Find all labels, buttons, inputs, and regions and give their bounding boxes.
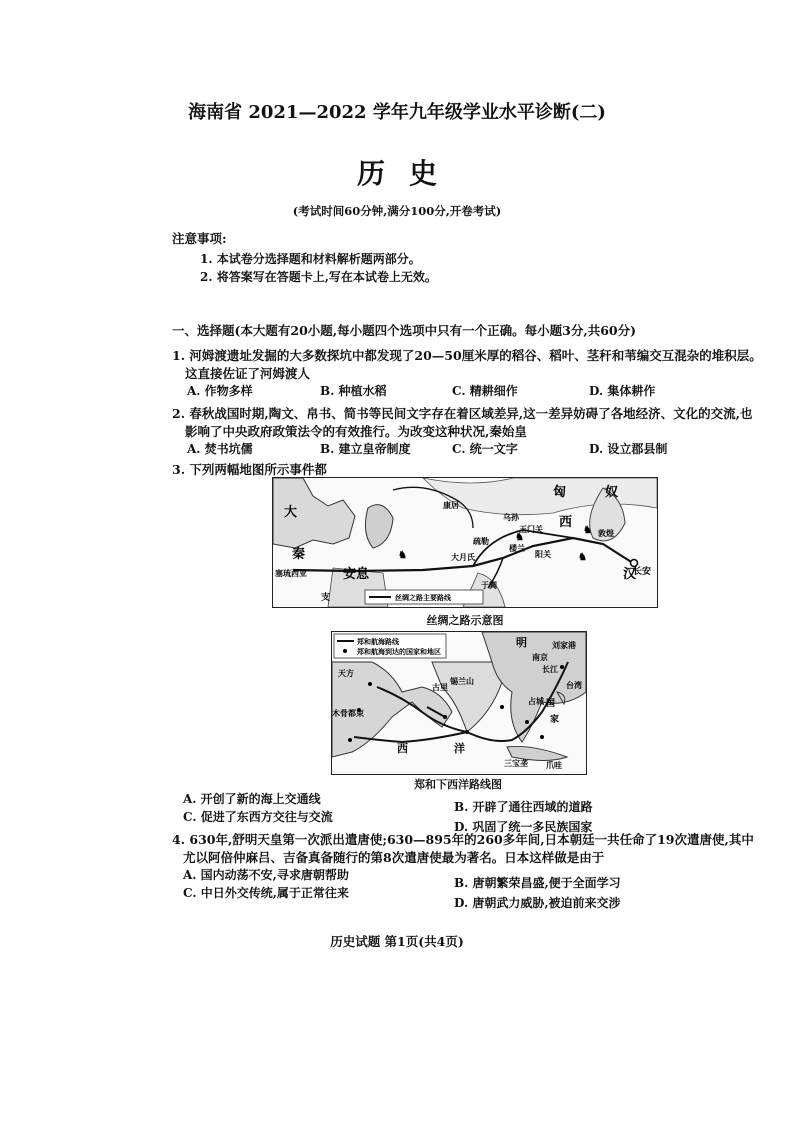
question-4-option-c: C. 中日外交传统,属于正常往来 <box>183 886 349 900</box>
notice-item: 1. 本试卷分选择题和材料解析题两部分。 <box>200 252 421 266</box>
question-4-option-b: B. 唐朝繁荣昌盛,便于全面学习 <box>454 876 621 890</box>
subject-title: 历史 <box>356 157 461 190</box>
question-2-option-b: B. 建立皇帝制度 <box>320 442 411 456</box>
map1-label-qin: 秦 <box>292 547 306 562</box>
question-2-option-c: C. 统一文字 <box>452 442 518 456</box>
map2-caption: 郑和下西洋路线图 <box>414 778 502 791</box>
map1-label-zhi: 支 <box>321 593 331 603</box>
map2-label-zhancheng: 占城 <box>528 696 544 706</box>
exam-info: (考试时间60分钟,满分100分,开卷考试) <box>292 204 502 218</box>
question-3-option-b: B. 开辟了通往西域的道路 <box>454 800 593 814</box>
map2-legend-places: 郑和航海到达的国家和地区 <box>357 647 441 656</box>
question-4-option-a: A. 国内动荡不安,寻求唐朝帮助 <box>183 868 349 882</box>
camel-icon: ♞ <box>398 550 407 561</box>
question-3-option-a: A. 开创了新的海上交通线 <box>183 792 321 806</box>
question-4-option-d: D. 唐朝武力威胁,被迫前来交涉 <box>454 896 621 910</box>
map1-label-changan: 长安 <box>633 567 652 577</box>
map2-legend-dot <box>343 649 347 653</box>
map2-label-changjiang: 长江 <box>542 664 558 674</box>
notice-item: 2. 将答案写在答题卡上,写在本试卷上无效。 <box>200 270 437 284</box>
map1-label-da: 大 <box>284 505 298 520</box>
map1-caption: 丝绸之路示意图 <box>426 614 504 627</box>
map1-label-han: 汉 <box>623 567 637 582</box>
silk-road-map <box>272 477 658 608</box>
map2-label-nanjing: 南京 <box>532 652 548 662</box>
zheng-he-map-graphic <box>332 632 586 774</box>
silk-road-map-graphic <box>273 478 657 607</box>
map1-label-anxi: 安息 <box>343 567 370 582</box>
question-1-stem: 1. 河姆渡遗址发掘的大多数探坑中都发现了20—50厘米厚的稻谷、稻叶、茎秆和苇编交互混杂的堆积层。 <box>172 348 762 363</box>
map1-label-loulan: 楼兰 <box>509 543 525 553</box>
map1-label-yutian: 于阗 <box>481 580 497 590</box>
changan-marker <box>631 560 638 567</box>
zheng-he-map <box>331 631 587 775</box>
map2-label-mugudushu: 木骨都束 <box>332 708 364 718</box>
section-title: 一、选择题(本大题有20小题,每小题四个选项中只有一个正确。每小题3分,共60分) <box>172 323 637 338</box>
question-1-stem: 这直接佐证了河姆渡人 <box>185 366 311 381</box>
map1-label-dunhuang: 敦煌 <box>598 528 614 538</box>
map1-label-yangguan: 阳关 <box>535 549 551 559</box>
exam-title: 海南省 2021—2022 学年九年级学业水平诊断(二) <box>188 102 606 123</box>
map2-label-guo: 国 <box>546 699 556 709</box>
camel-icon: ♞ <box>578 552 587 563</box>
camel-icon: ♞ <box>515 532 524 543</box>
map2-label-sanbaolong: 三宝垄 <box>504 758 528 768</box>
map1-label-dayuezhi: 大月氏 <box>451 552 475 562</box>
map1-label-yumenguan: 玉门关 <box>519 524 543 534</box>
question-3-option-c: C. 促进了东西方交往与交流 <box>183 810 333 824</box>
map2-legend-route: 郑和航海路线 <box>357 637 399 646</box>
map1-label-xi: 西 <box>559 515 573 530</box>
map1-label-xiongnu-1: 匈 <box>553 485 567 500</box>
map2-label-jia: 家 <box>550 715 560 725</box>
question-1-option-a: A. 作物多样 <box>187 384 253 398</box>
question-2-option-d: D. 设立郡县制 <box>589 442 668 456</box>
map2-label-xilan: 锡兰山 <box>450 676 474 686</box>
map2-label-ming: 明 <box>516 636 527 649</box>
map1-label-shule: 疏勒 <box>473 536 489 546</box>
question-2-stem: 2. 春秋战国时期,陶文、帛书、简书等民间文字存在着区域差异,这一差异妨碍了各地经济、文化的交流,也 <box>172 406 753 421</box>
map1-legend-text: 丝绸之路主要路线 <box>395 593 451 602</box>
map1-label-kangju: 康居 <box>443 500 459 510</box>
question-1-option-d: D. 集体耕作 <box>589 384 656 398</box>
question-2-option-a: A. 焚书坑儒 <box>187 442 253 456</box>
page-footer: 历史试题 第1页(共4页) <box>330 934 464 949</box>
caspian-sea-shape <box>365 505 393 548</box>
question-1-option-c: C. 精耕细作 <box>452 384 518 398</box>
question-3-stem: 3. 下列两幅地图所示事件都 <box>172 462 327 477</box>
map2-label-tianfang: 天方 <box>338 668 354 678</box>
question-4-stem: 尤以阿倍仲麻吕、吉备真备随行的第8次遣唐使最为著名。日本这样做是由于 <box>183 850 605 865</box>
map2-label-taiwan: 台湾 <box>566 680 582 690</box>
map2-label-guli: 古里 <box>432 682 448 692</box>
map1-label-wusun: 乌孙 <box>503 512 519 522</box>
map1-label-seleucia: 塞琉西亚 <box>275 568 307 578</box>
map2-label-zhaowa: 爪哇 <box>546 760 562 770</box>
question-1-option-b: B. 种植水稻 <box>320 384 387 398</box>
map2-label-xiyang-2: 洋 <box>454 742 465 755</box>
question-2-stem: 影响了中央政府政策法令的有效推行。为改变这种状况,秦始皇 <box>185 424 527 439</box>
map2-label-liujiagang: 刘家港 <box>552 640 576 650</box>
question-4-stem: 4. 630年,舒明天皇第一次派出遣唐使;630—895年的260多年间,日本朝廷一共任命了19次遣唐使,其中 <box>172 832 754 847</box>
question-3-option-d: D. 巩固了统一多民族国家 <box>454 820 593 834</box>
map1-label-xiongnu-2: 奴 <box>605 485 619 500</box>
camel-icon: ♞ <box>583 525 592 536</box>
notice-title: 注意事项: <box>172 231 227 246</box>
map2-label-xiyang-1: 西 <box>397 742 408 755</box>
